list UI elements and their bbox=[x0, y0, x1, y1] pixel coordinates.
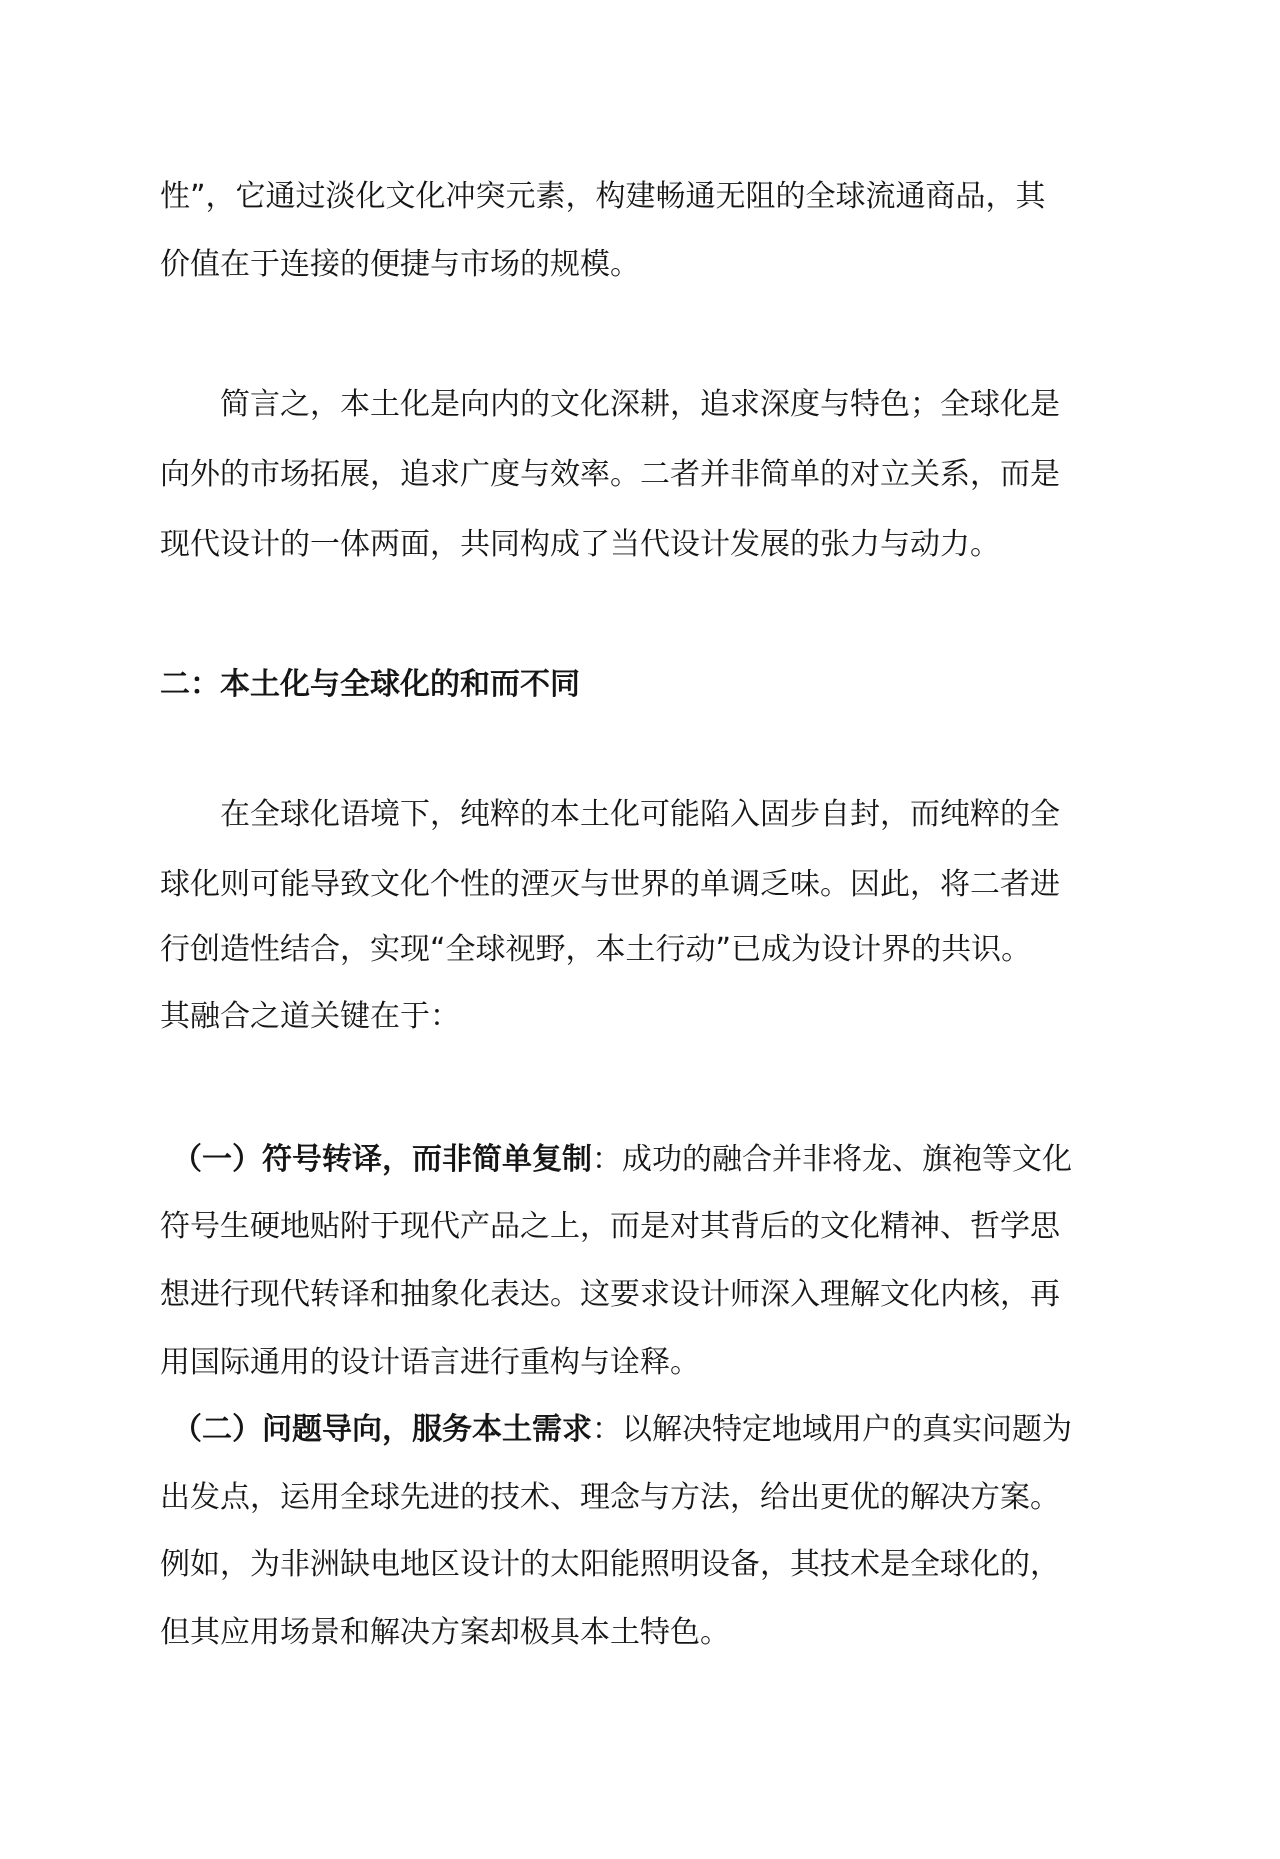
paragraph-3-line-4: 其融合之道关键在于： bbox=[160, 999, 460, 1034]
paragraph-3-line-1: 在全球化语境下，纯粹的本土化可能陷入固步自封，而纯粹的全 bbox=[220, 797, 1060, 832]
point-1-line-3: 想进行现代转译和抽象化表达。这要求设计师深入理解文化内核，再 bbox=[160, 1277, 1060, 1312]
point-1-first-line bbox=[172, 1135, 1072, 1185]
point-1-line-4: 用国际通用的设计语言进行重构与诠释。 bbox=[160, 1345, 700, 1380]
paragraph-2-line-3: 现代设计的一体两面，共同构成了当代设计发展的张力与动力。 bbox=[160, 527, 1000, 562]
point-1-lead: ：成功的融合并非将龙、旗袍等文化 bbox=[592, 1142, 1072, 1177]
point-2-first-line bbox=[172, 1405, 1072, 1455]
paragraph-2-line-1: 简言之，本土化是向内的文化深耕，追求深度与特色；全球化是 bbox=[220, 387, 1060, 422]
point-2-lead: ：以解决特定地域用户的真实问题为 bbox=[592, 1412, 1072, 1447]
point-1-line-2: 符号生硬地贴附于现代产品之上，而是对其背后的文化精神、哲学思 bbox=[160, 1209, 1060, 1244]
paragraph-1-line-1: 性”，它通过淡化文化冲突元素，构建畅通无阻的全球流通商品，其 bbox=[160, 179, 1046, 214]
point-2-line-4: 但其应用场景和解决方案却极具本土特色。 bbox=[160, 1615, 730, 1650]
point-2-line-3: 例如，为非洲缺电地区设计的太阳能照明设备，其技术是全球化的， bbox=[160, 1547, 1060, 1582]
point-2-title: （二）问题导向，服务本土需求 bbox=[172, 1412, 592, 1447]
section-heading: 二：本土化与全球化的和而不同 bbox=[160, 667, 580, 702]
paragraph-2-line-2: 向外的市场拓展，追求广度与效率。二者并非简单的对立关系，而是 bbox=[160, 457, 1060, 492]
point-2-line-2: 出发点，运用全球先进的技术、理念与方法，给出更优的解决方案。 bbox=[160, 1480, 1060, 1515]
point-1-title: （一）符号转译，而非简单复制 bbox=[172, 1142, 592, 1177]
paragraph-1-line-2: 价值在于连接的便捷与市场的规模。 bbox=[160, 247, 640, 282]
paragraph-3-line-2: 球化则可能导致文化个性的湮灭与世界的单调乏味。因此，将二者进 bbox=[160, 867, 1060, 902]
paragraph-3-line-3: 行创造性结合，实现“全球视野，本土行动”已成为设计界的共识。 bbox=[160, 932, 1032, 967]
